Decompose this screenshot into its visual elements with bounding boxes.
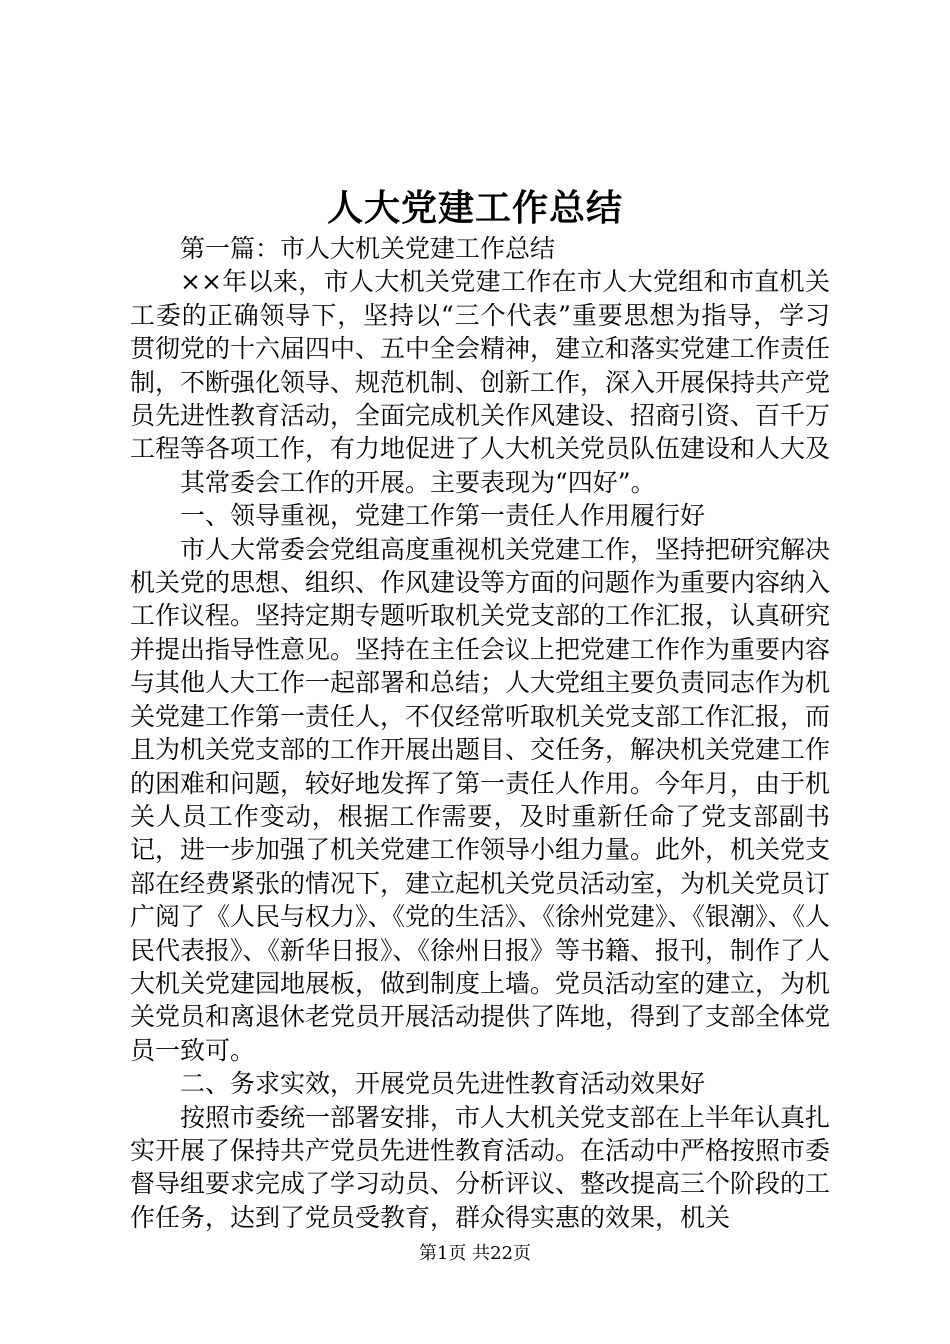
document-body: [130, 232, 830, 1234]
section-heading: 第一篇：市人大机关党建工作总结: [180, 234, 556, 263]
section-heading: 一、领导重视，党建工作第一责任人作用履行好: [180, 501, 706, 531]
page-footer: 第1页 共22页: [418, 1243, 532, 1264]
section-heading: 二、务求实效，开展党员先进性教育活动效果好: [180, 1069, 706, 1099]
document-title: 人大党建工作总结: [326, 187, 623, 229]
paragraph: ××年以来，市人大机关党建工作在市人大党组和市直机关工委的正确领导下，坚持以“三个代表”重要思想为指导，学习贯彻党的十六届四中、五中全会精神，建立和落实党建工作责任制，不断强化领导、规范机制、创新工作，深入开展保持共产党员先进性教育活动，全面完成机关作风建设、招商引资、百千万工程等各项工作，有力地促进了人大机关党员队伍建设和人大及: [130, 267, 831, 464]
paragraph: 其常委会工作的开展。主要表现为“四好”。: [180, 467, 656, 497]
paragraph: 市人大常委会党组高度重视机关党建工作，坚持把研究解决机关党的思想、组织、作风建设等方面的问题作为重要内容纳入工作议程。坚持定期专题听取机关党支部的工作汇报，认真研究并提出指导性意见。坚持在主任会议上把党建工作作为重要内容与其他人大工作一起部署和总结；人大党组主要负责同志作为机关党建工作第一责任人，不仅经常听取机关党支部工作汇报，而且为机关党支部的工作开展出题目、交任务，解决机关党建工作的困难和问题，较好地发挥了第一责任人作用。今年月，由于机关人员工作变动，根据工作需要，及时重新任命了党支部副书记，进一步加强了机关党建工作领导小组力量。此外，机关党支部在经费紧张的情况下，建立起机关党员活动室，为机关党员订广阅了《人民与权力》、《党的生活》、《徐州党建》、《银潮》、《人民代表报》、《新华日报》、《徐州日报》等书籍、报刊，制作了人大机关党建园地展板，做到制度上墙。党员活动室的建立，为机关党员和离退休老党员开展活动提供了阵地，得到了支部全体党员一致可。: [130, 534, 831, 1065]
paragraph: 按照市委统一部署安排，市人大机关党支部在上半年认真扎实开展了保持共产党员先进性教育活动。在活动中严格按照市委督导组要求完成了学习动员、分析评议、整改提高三个阶段的工作任务，达到了党员受教育，群众得实惠的效果，机关: [130, 1102, 831, 1232]
